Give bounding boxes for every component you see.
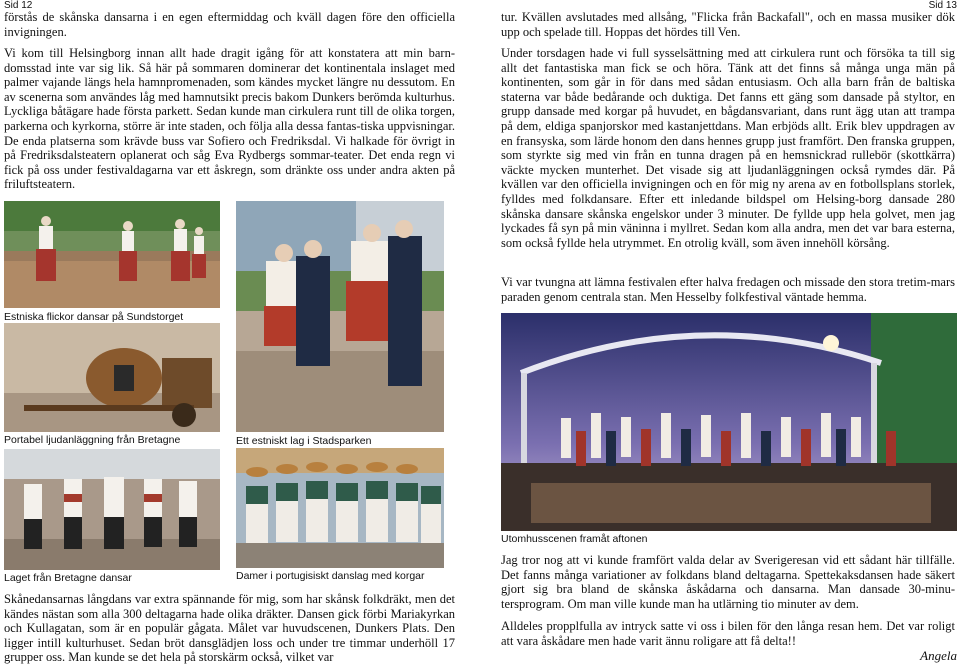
- caption-outdoor-stage: Utomhusscenen framåt aftonen: [501, 533, 648, 545]
- right-paragraph-3: Vi var tvungna att lämna festivalen efter halva fredagen och missade den stora tretim-mars paraden genom centrala stan. Men Hesselby folkfestival väntade hemma.: [501, 275, 955, 304]
- caption-portuguese-ladies: Damer i portugisiskt danslag med korgar: [236, 570, 425, 582]
- caption-estonian-team: Ett estniskt lag i Stadsparken: [236, 435, 372, 447]
- caption-sound-system: Portabel ljudanläggning från Bretagne: [4, 434, 181, 446]
- page-number-left: Sid 12: [4, 0, 33, 11]
- caption-estonian-girls: Estniska flickor dansar på Sundstorget: [4, 311, 184, 323]
- page-number-right: Sid 13: [928, 0, 957, 11]
- photo-bretagne-team: [4, 449, 220, 570]
- right-paragraph-5: Alldeles propplfulla av intryck satte vi oss i bilen för den långa resan hem. Det var roligt att vara åskådare men hade varit ännu roligare att få delta!!: [501, 619, 955, 648]
- left-paragraph-2: Vi kom till Helsingborg innan allt hade dragit igång för att konstatera att min barn-domsstad inte var sig lik. Så här på sommaren dominerar det kontinentala inslaget med palmer vajande längs hela hamnpromenaden, som kändes mycket längre nu dessutom. En av scenerna som användes låg med hamnutsikt precis bakom Dunkers berömda kulturhus. Lyckliga båtägare hade första parkett. Sedan kunde man cirkulera runt till de olika torgen, parkerna och kyrkorna, större är inte staden, och följa alla dessa fantas-tiska uppvisningar. De enda platserna som krävde buss var Sofiero och Fredriksdal. Vi halkade för övrigt in på Fredriksdalsteatern oplanerat och såg Eva Rydbergs sommar-teater. Det enda regn vi fick på oss under festivaldagarna var ett åskregn, som dränkte oss under andra akten på friluftsteatern.: [4, 46, 455, 192]
- photo-sound-system: [4, 323, 220, 432]
- photo-portuguese-ladies: [236, 448, 444, 568]
- caption-bretagne-team: Laget från Bretagne dansar: [4, 572, 132, 584]
- photo-estonian-girls: [4, 201, 220, 308]
- photo-outdoor-stage: [501, 313, 957, 531]
- right-paragraph-4: Jag tror nog att vi kunde framfört valda delar av Sverigeresan vid ett sådant här tillfälle. Det fanns många variationer av folkdans bland deltagarna. Spettekaksdansen hade säkert gjort sig bra bland de skånska åskådarna och dansarna. Man dansade 30-minu-tersprogram. Om man ville kunde man ha utlärning tio minuter av dem.: [501, 553, 955, 611]
- right-paragraph-2: Under torsdagen hade vi full sysselsättning med att cirkulera runt och försöka ta till sig allt det fantastiska man fick se och höra. Tänk att det finns så många unga män på kontinenten, som går in för dans med sådan entusiasm. Och alla barn från de baltiska staterna var både bedårande och duktiga. Det fanns ett gäng som dansade på styltor, en grupp dansade med korgar på huvudet, en bågdansvariant, dans runt ägg utan att trampa på dem, eldiga spanjorskor med kastanjettdans. Man erbjöds allt. Erik blev uppdragen av en fransyska, som lärde honom den dans hennes grupp just framfört. Den franska gruppen, som styrkte sig med vin från en tunna dragen på en hemsnickrad rullebör (skottkärra) väckte mycken munterhet. Det visade sig att ljudanläggningen också rymdes där. På kvällen var den officiella invigningen och en för mig ny arena av en fotbollsplans storlek, fylldes med folkdansare. Efter ett inledande bildspel om Helsing-borg dansade 280 skånska dansare skånska engelskor under 3 minuter. De fyllde upp hela golvet, men jag lyckades få syn på min väninna i myllret. Sedan kom alla andra, men det var bara esterna, som också fyllde hela utrymmet. En otrolig kväll, som även innehöll körsång.: [501, 46, 955, 250]
- left-paragraph-3: Skånedansarnas långdans var extra spännande för mig, som har skånsk folkdräkt, men det kändes nästan som alla 300 deltagarna hade olika dräkter. Dansen gick förbi Mariakyrkan och Kullagatan, som är en populär gågata. Målet var huvudscenen, Dunkers Plats. Den ligger intill kulturhuset. Sedan bröt dansglädjen loss och under tre timmar underhöll 17 grupper oss. Man kunde se det hela på storskärm också, vilket var: [4, 592, 455, 665]
- signature: Angela: [920, 648, 957, 663]
- right-paragraph-1: tur. Kvällen avslutades med allsång, "Flicka från Backafall", och en massa musiker dök upp och spelade till. Hoppas det hördes till Ven.: [501, 10, 955, 39]
- photo-estonian-team: [236, 201, 444, 432]
- left-paragraph-1: förstås de skånska dansarna i en egen eftermiddag och kväll dagen före den officiella invigningen.: [4, 10, 455, 39]
